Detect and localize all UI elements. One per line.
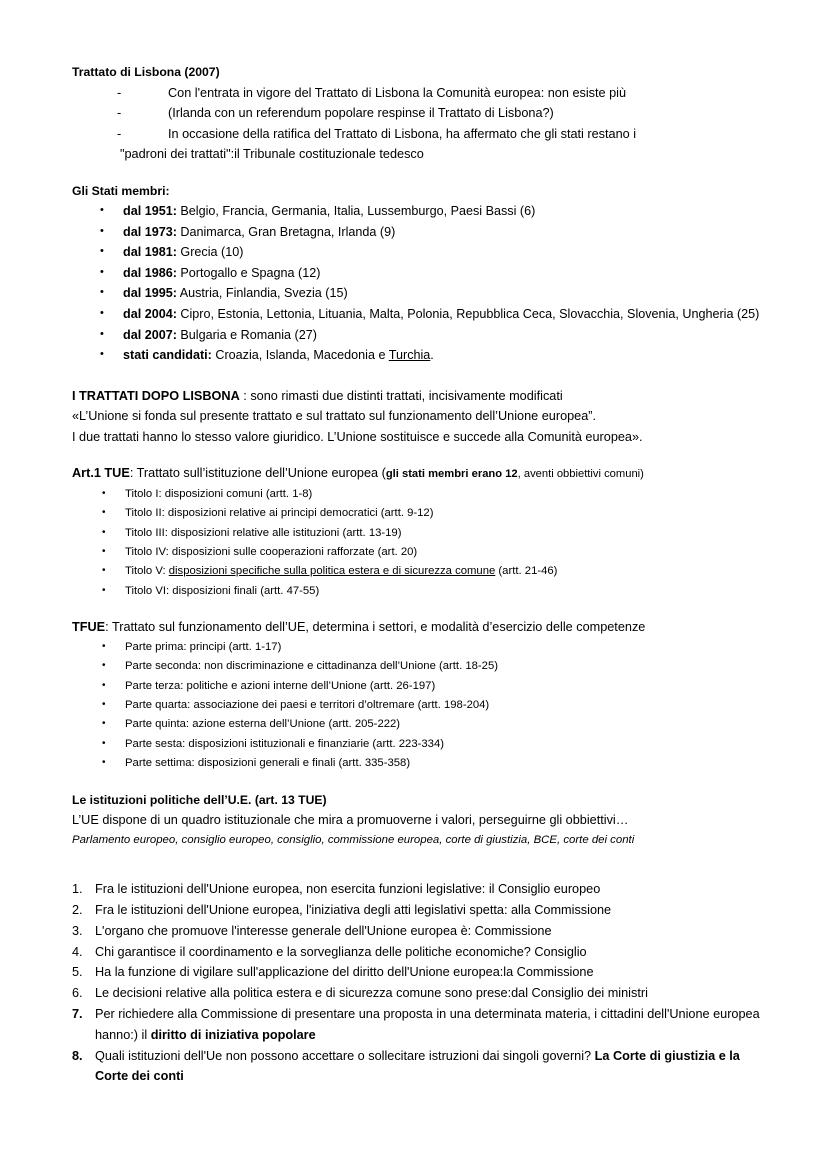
list-item [72,103,762,124]
bullet-icon: • [102,565,106,577]
bullet-icon: • [102,545,106,557]
list-item [72,222,762,243]
list-item [72,638,762,657]
bullet-icon: • [102,507,106,519]
bullet-icon: • [102,757,106,769]
dash-marker: - [117,85,122,100]
list-item-text: Danimarca, Gran Bretagna, Irlanda (9) [176,224,396,239]
list-item-text: Con l'entrata in vigore del Trattato di Lisbona la Comunità europea: non esiste più [168,85,627,100]
list-item-text: Parte seconda: non discriminazione e cittadinanza dell’Unione (artt. 18-25) [125,660,499,673]
list-item [72,83,762,104]
section-tfue [72,617,762,773]
list-item [72,325,762,346]
list-item-text: In occasione della ratifica del Trattato di Lisbona, ha affermato che gli stati restano i [168,126,637,141]
trattati-line-3: I due trattati hanno lo stesso valore giuridico. L’Unione sostituisce e succede alla Comunità europea». [72,429,643,444]
list-item [72,543,762,562]
list-item-text: Titolo II: disposizioni relative ai principi democratici (artt. 9-12) [125,507,434,520]
section-istituzioni-politiche [72,790,762,851]
list-item [72,754,762,773]
list-item-text: Parte quinta: azione esterna dell’Unione (artt. 205-222) [125,718,401,731]
list-item-label: dal 1973: [123,224,177,239]
heading-trattato-lisbona: Trattato di Lisbona (2007) [72,65,220,79]
list-number: 5. [72,965,83,980]
list-item-text: Chi garantisce il coordinamento e la sorveglianza delle politiche economiche? Consiglio [95,944,587,959]
list-item [72,921,762,942]
list-item-label: dal 1951: [123,204,177,218]
section-domande [72,879,762,1087]
bullet-icon: • [102,584,106,596]
list-item-text: Ha la funzione di vigilare sull'applicazione del diritto dell'Unione europea:la Commissione [95,965,594,980]
spacer [72,850,762,870]
list-number: 8. [72,1048,83,1063]
list-item-text: Grecia (10) [176,245,244,260]
istituzioni-line-2-italic: Parlamento europeo, consiglio europeo, consiglio, commissione europea, corte di giustizia, BCE, corte dei conti [72,833,635,846]
list-item-bold-answer: diritto di iniziativa popolare [150,1027,316,1042]
istituzioni-line-1: L’UE dispone di un quadro istituzionale che mira a promuoverne i valori, perseguirne gli obbiettivi… [72,813,629,828]
bullet-icon: • [100,306,104,319]
list-item [72,715,762,734]
list-item [72,677,762,696]
tfue-heading-line [72,617,762,638]
list-item [72,1046,762,1088]
art1-tue-inline-bold: gli stati membri erano 12 [385,468,518,481]
list-item [72,879,762,900]
art1-tue-titoli-list [72,485,762,601]
list-item [72,504,762,523]
list-item-text: Croazia, Islanda, Macedonia e [211,348,389,363]
spacer [72,774,762,790]
trattati-heading-line [72,386,762,407]
list-item-text: Titolo VI: disposizioni finali (artt. 47-55) [125,584,320,597]
bullet-icon: • [100,265,104,278]
list-item-text: Parte quarta: associazione dei paesi e territori d’oltremare (artt. 198-204) [125,698,490,711]
list-item [72,201,762,222]
list-item-text: Austria, Finlandia, Svezia (15) [176,286,348,301]
list-item [72,304,762,325]
list-item-prefix: Titolo V: [125,565,169,578]
bullet-icon: • [102,526,106,538]
bullet-icon: • [102,718,106,730]
list-item [72,1004,762,1046]
list-item [72,942,762,963]
heading-istituzioni-politiche: Le istituzioni politiche dell’U.E. (art. 13 TUE) [72,792,327,807]
list-item-label: stati candidati: [123,348,212,363]
spacer [72,870,762,879]
list-item-text: Parte prima: principi (artt. 1-17) [125,640,282,653]
list-item-text: Cipro, Estonia, Lettonia, Lituania, Malta, Polonia, Repubblica Ceca, Slovacchia, Slovenia, Ungheria (25) [176,306,760,321]
list-item-text: L'organo che promuove l'interesse generale dell'Unione europea è: Commissione [95,923,552,938]
list-item [72,263,762,284]
bullet-icon: • [100,245,104,258]
list-item-text: Titolo I: disposizioni comuni (artt. 1-8) [125,487,313,500]
document-body [72,62,762,1087]
stati-membri-list [72,201,762,366]
list-item [72,983,762,1004]
art1-tue-heading-tail: , aventi obbiettivi comuni) [517,468,644,481]
list-item-text: (Irlanda con un referendum popolare respinse il Trattato di Lisbona?) [168,106,554,120]
section-trattati-dopo-lisbona [72,386,762,448]
bullet-icon: • [100,224,104,237]
list-item-label: dal 2004: [123,306,177,321]
dash-marker: - [117,106,122,120]
list-item-label: dal 1995: [123,286,177,301]
bullet-icon: • [102,737,106,749]
trattati-line-2: «L’Unione si fonda sul presente trattato e sul trattato sul funzionamento dell’Unione europea”. [72,409,597,424]
list-item-text: Le decisioni relative alla politica estera e di sicurezza comune sono prese:dal Consiglio dei ministri [95,986,648,1001]
art1-tue-heading-rest: : Trattato sull’istituzione dell’Unione europea ( [129,466,386,481]
list-item [72,283,762,304]
heading-trattati-dopo-lisbona: I TRATTATI DOPO LISBONA [72,388,240,403]
list-item-tail: . [430,348,434,363]
bullet-icon: • [100,348,104,361]
list-number: 1. [72,882,83,897]
list-item [72,962,762,983]
spacer [72,601,762,617]
heading-trattati-rest: : sono rimasti due distinti trattati, incisivamente modificati [239,388,563,403]
list-item [72,345,762,366]
section-art1-tue [72,463,762,601]
list-item-text: Fra le istituzioni dell'Unione europea, non esercita funzioni legislative: il Consiglio europeo [95,882,601,897]
list-item-text: Parte sesta: disposizioni istituzionali e finanziarie (artt. 223-334) [125,737,444,750]
list-number: 2. [72,902,83,917]
bullet-icon: • [102,660,106,672]
list-item-text: Titolo III: disposizioni relative alle istituzioni (artt. 13-19) [125,526,402,539]
bullet-icon: • [102,487,106,499]
list-item [72,696,762,715]
spacer [72,366,762,386]
list-item-bold-answer: La Corte di giustizia e la Corte dei conti [95,1048,740,1084]
heading-stati-membri: Gli Stati membri: [72,183,170,198]
bullet-icon: • [102,640,106,652]
section-stati-membri [72,181,762,366]
list-item-text: Belgio, Francia, Germania, Italia, Lussemburgo, Paesi Bassi (6) [176,204,536,218]
list-number: 3. [72,923,83,938]
list-item [72,242,762,263]
list-item-underlined-text: disposizioni specifiche sulla politica estera e di sicurezza comune [168,565,496,578]
list-item-text: Fra le istituzioni dell'Unione europea, l'iniziativa degli atti legislativi spetta: alla Commissione [95,902,612,917]
list-item-label: dal 2007: [123,327,177,342]
spacer [72,447,762,463]
art1-tue-heading-line [72,463,762,485]
domande-list [72,879,762,1087]
list-item-text: Bulgaria e Romania (27) [176,327,317,342]
bullet-icon: • [100,286,104,299]
list-item-suffix: (artt. 21-46) [495,565,558,578]
list-item [72,562,762,581]
heading-tfue: TFUE [72,620,106,635]
tfue-heading-rest: : Trattato sul funzionamento dell’UE, determina i settori, e modalità d’esercizio delle competenze [105,620,646,635]
list-number: 4. [72,944,83,959]
list-item [72,582,762,601]
list-item-underlined-term: Turchia [388,348,431,363]
lisbona-continuation-line: "padroni dei trattati":il Tribunale costituzionale tedesco [120,147,424,161]
list-item [72,657,762,676]
list-number: 6. [72,986,83,1001]
list-item [72,124,762,145]
section-trattato-lisbona [72,62,762,165]
list-number: 7. [72,1006,83,1021]
tfue-parti-list [72,638,762,774]
heading-art1-tue: Art.1 TUE [72,466,130,481]
lisbona-dash-list [72,83,762,145]
list-item [72,900,762,921]
bullet-icon: • [100,327,104,340]
list-item-label: dal 1981: [123,245,177,260]
list-item [72,524,762,543]
bullet-icon: • [102,679,106,691]
list-item-text: Per richiedere alla Commissione di presentare una proposta in una determinata materia, i cittadini dell'Unione europea hanno:) il [95,1006,760,1042]
list-item-text: Portogallo e Spagna (12) [176,265,321,280]
list-item-text: Titolo IV: disposizioni sulle cooperazioni rafforzate (art. 20) [125,545,418,558]
spacer [72,165,762,181]
dash-marker: - [117,126,122,141]
list-item-text: Quali istituzioni dell'Ue non possono accettare o sollecitare istruzioni dai singoli governi? [95,1048,595,1063]
bullet-icon: • [100,204,104,216]
list-item-text: Parte terza: politiche e azioni interne dell’Unione (artt. 26-197) [125,679,436,692]
list-item [72,735,762,754]
bullet-icon: • [102,698,106,710]
list-item-text: Parte settima: disposizioni generali e finali (artt. 335-358) [125,757,411,770]
list-item [72,485,762,504]
list-item-label: dal 1986: [123,265,177,280]
